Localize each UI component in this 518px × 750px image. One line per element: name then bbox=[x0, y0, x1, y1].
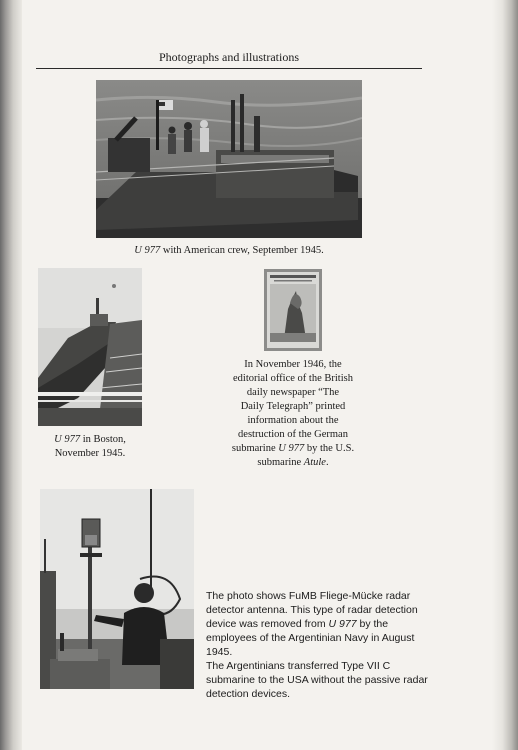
page-edge-shadow bbox=[492, 0, 518, 750]
vessel-name: U 977 bbox=[328, 618, 357, 630]
photo-u977-american-crew bbox=[96, 80, 362, 238]
photo-newspaper-clipping bbox=[264, 269, 322, 351]
header-title: Photographs and illustrations bbox=[159, 50, 299, 64]
vessel-name: U 977 bbox=[54, 434, 81, 445]
page-header bbox=[36, 50, 422, 69]
vessel-name: U 977 bbox=[278, 443, 305, 454]
photo-radar-antenna bbox=[40, 489, 194, 689]
radar-antenna-description: The photo shows FuMB Fliege-Mücke radar detector antenna. This type of radar detection device was removed from U 977 by the employees of the Argentinian Navy in August 1945. The Argentinians transferred Type VII C submarine to the USA without the passive radar detection devices. bbox=[206, 590, 428, 700]
newspaper-description: In November 1946, the editorial office of the British daily newspaper “The Daily Telegraph” printed information about the destruction of the German submarine U 977 by the U.S. submarine Atule. bbox=[231, 359, 355, 468]
vessel-name: Atule bbox=[303, 457, 326, 468]
photo-u977-american-crew-caption: U 977 with American crew, September 1945. bbox=[134, 245, 324, 256]
book-spine-shadow bbox=[0, 0, 22, 750]
vessel-name: U 977 bbox=[134, 245, 161, 256]
photo-u977-boston bbox=[38, 268, 142, 426]
photo-u977-boston-caption: U 977 in Boston, November 1945. bbox=[54, 434, 126, 459]
